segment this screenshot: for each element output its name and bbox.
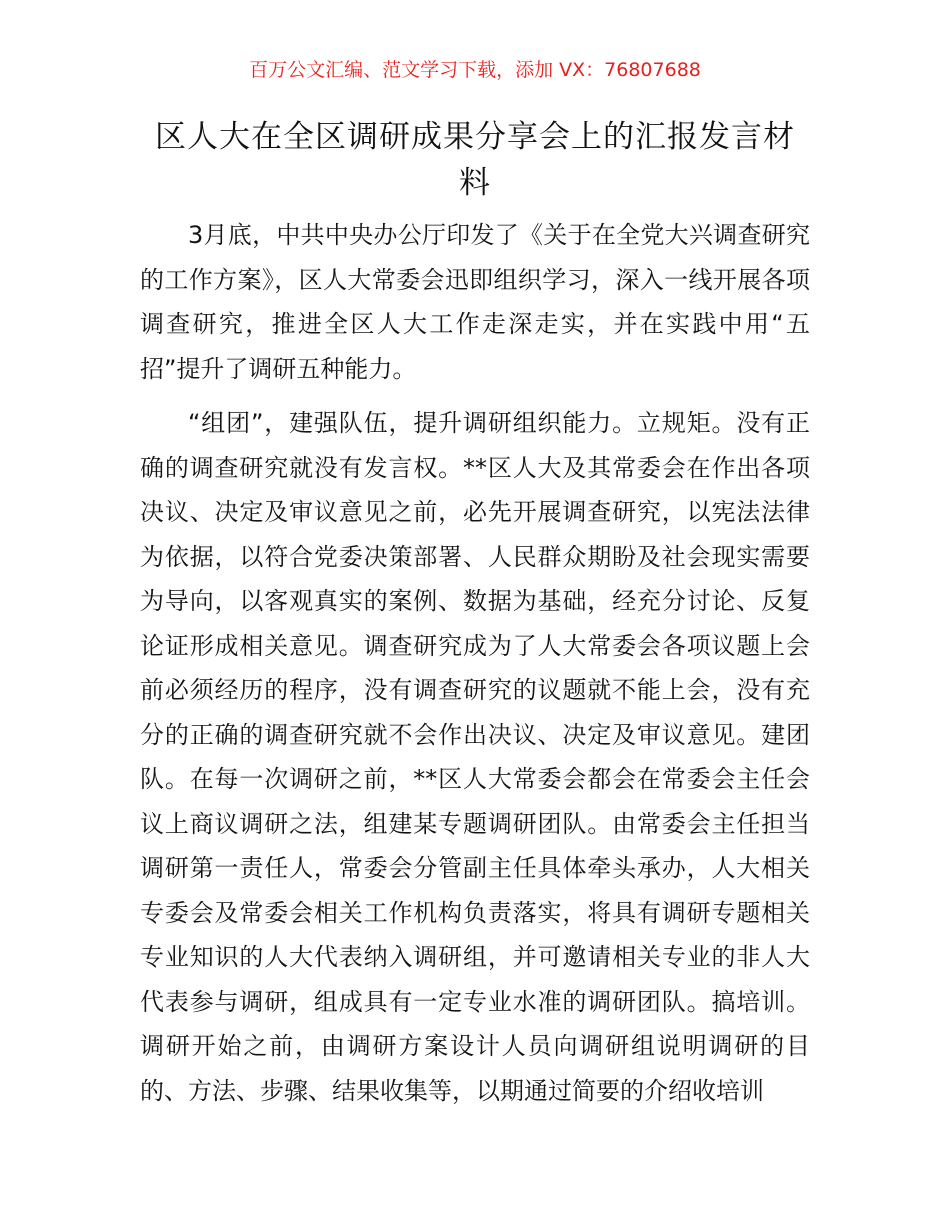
document-body bbox=[140, 213, 810, 1113]
body-paragraph-2: “组团”，建强队伍，提升调研组织能力。立规矩。没有正确的调查研究就没有发言权。**区人大及其常委会在作出各项决议、决定及审议意见之前，必先开展调查研究，以宪法法律为依据，以符合党委决策部署、人民群众期盼及社会现实需要为导向，以客观真实的案例、数据为基础，经充分讨论、反复论证形成相关意见。调查研究成为了人大常委会各项议题上会前必须经历的程序，没有调查研究的议题就不能上会，没有充分的正确的调查研究就不会作出决议、决定及审议意见。建团队。在每一次调研之前，**区人大常委会都会在常委会主任会议上商议调研之法，组建某专题调研团队。由常委会主任担当调研第一责任人，常委会分管副主任具体牵头承办，人大相关专委会及常委会相关工作机构负责落实，将具有调研专题相关专业知识的人大代表纳入调研组，并可邀请相关专业的非人大代表参与调研，组成具有一定专业水准的调研团队。搞培训。调研开始之前，由调研方案设计人员向调研组说明调研的目的、方法、步骤、结果收集等，以期通过简要的介绍收培训 bbox=[140, 409, 810, 1105]
header-promo-note: 百万公文汇编、范文学习下载，添加 VX：76807688 bbox=[249, 59, 701, 81]
document-title: 区人大在全区调研成果分享会上的汇报发言材料 bbox=[155, 119, 795, 201]
body-paragraph-1: 3月底，中共中央办公厅印发了《关于在全党大兴调查研究的工作方案》，区人大常委会迅即组织学习，深入一线开展各项调查研究，推进全区人大工作走深走实，并在实践中用“五招”提升了调研五种能力。 bbox=[140, 221, 810, 383]
